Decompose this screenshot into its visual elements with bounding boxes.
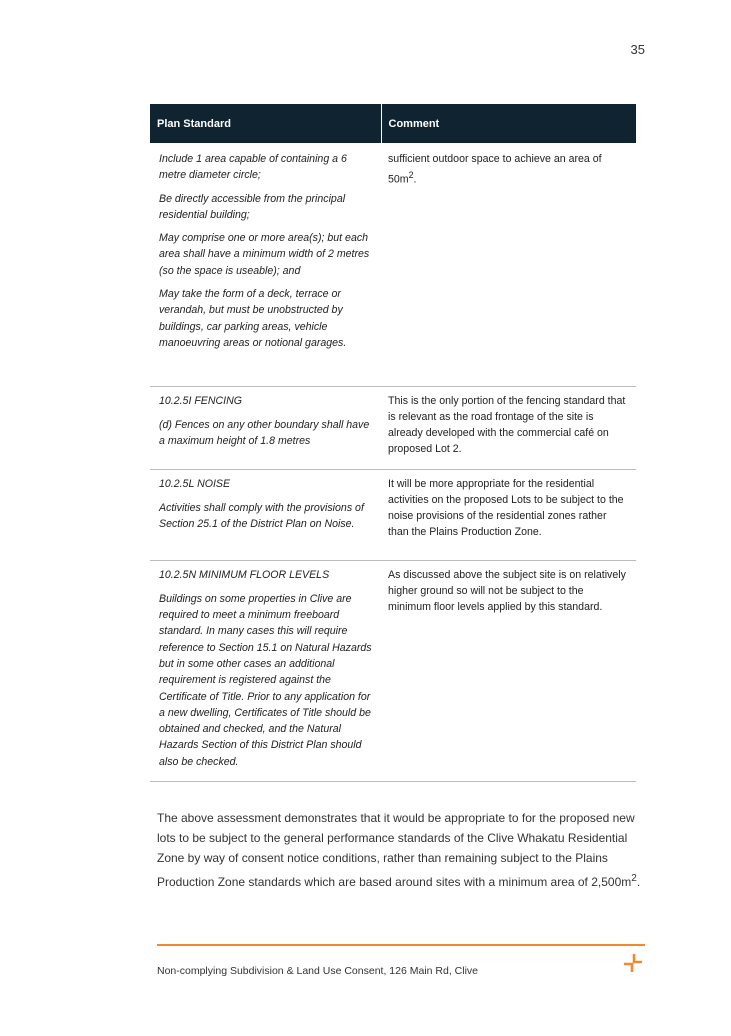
- header-comment: Comment: [381, 104, 636, 143]
- footer-rule: [157, 944, 645, 946]
- standard-cell: [150, 469, 381, 560]
- standard-cell: [150, 386, 381, 469]
- header-plan-standard: Plan Standard: [150, 104, 381, 143]
- comment-text-end: .: [413, 173, 417, 186]
- standard-cell: [150, 560, 381, 781]
- footer-text: Non-complying Subdivision & Land Use Consent, 126 Main Rd, Clive: [157, 965, 478, 977]
- standard-text: Be directly accessible from the principal residential building;: [159, 192, 346, 221]
- comment-cell: As discussed above the subject site is on relatively higher ground so will not be subject to the minimum floor levels applied by this standard.: [381, 560, 636, 781]
- comment-cell: It will be more appropriate for the residential activities on the proposed Lots to be subject to the noise provisions of the residential zones rather than the Plains Production Zone.: [381, 469, 636, 560]
- standard-text: (d) Fences on any other boundary shall have a maximum height of 1.8 metres: [159, 418, 370, 448]
- superscript: 2: [408, 170, 414, 181]
- page-number: 35: [630, 42, 645, 57]
- standard-heading: 10.2.5I FENCING: [159, 394, 243, 407]
- standard-text: May take the form of a deck, terrace or verandah, but must be unobstructed by buildings, car parking areas, vehicle manoeuvring areas or notional garages.: [159, 288, 347, 349]
- standard-cell: [150, 143, 381, 386]
- standard-text: Activities shall comply with the provisions of Section 25.1 of the District Plan on Noise.: [159, 501, 364, 531]
- corner-bracket-logo-icon: [623, 953, 643, 973]
- comment-cell: [381, 143, 636, 386]
- superscript: 2: [631, 872, 637, 884]
- table-header-row: [150, 104, 636, 143]
- standard-text: Include 1 area capable of containing a 6 metre diameter circle;: [159, 153, 347, 182]
- table-row: [150, 560, 636, 781]
- table-row: [150, 386, 636, 469]
- summary-text: The above assessment demonstrates that it would be appropriate to for the proposed new lots to be subject to the general performance standards of the Clive Whakatu Residential Zone by way of consent notice conditions, rather than remaining subject to the Plains Production Zone standards which are based around sites with a minimum area of 2,500m: [157, 811, 635, 889]
- summary-text-end: .: [636, 874, 641, 889]
- comment-cell: This is the only portion of the fencing standard that is relevant as the road frontage of the site is already developed with the commercial café on proposed Lot 2.: [381, 386, 636, 469]
- standard-heading: 10.2.5N MINIMUM FLOOR LEVELS: [159, 568, 330, 581]
- standard-heading: 10.2.5L NOISE: [159, 477, 231, 490]
- standard-text: May comprise one or more area(s); but each area shall have a minimum width of 2 metres (so the space is useable); and: [159, 232, 370, 277]
- table-row: [150, 469, 636, 560]
- table-row: [150, 143, 636, 386]
- plan-standards-table: [150, 104, 636, 782]
- comment-text: sufficient outdoor space to achieve an area of 50m: [388, 153, 602, 186]
- standard-text: Buildings on some properties in Clive are required to meet a minimum freeboard standard. In many cases this will require reference to Section 15.1 on Natural Hazards but in some other cases an additional requirement is registered against the Certificate of Title. Prior to any application for a new dwelling, Certificates of Title should be obtained and checked, and the Natural Hazards Section of this District Plan should also be checked.: [159, 592, 372, 768]
- assessment-summary: [157, 808, 652, 892]
